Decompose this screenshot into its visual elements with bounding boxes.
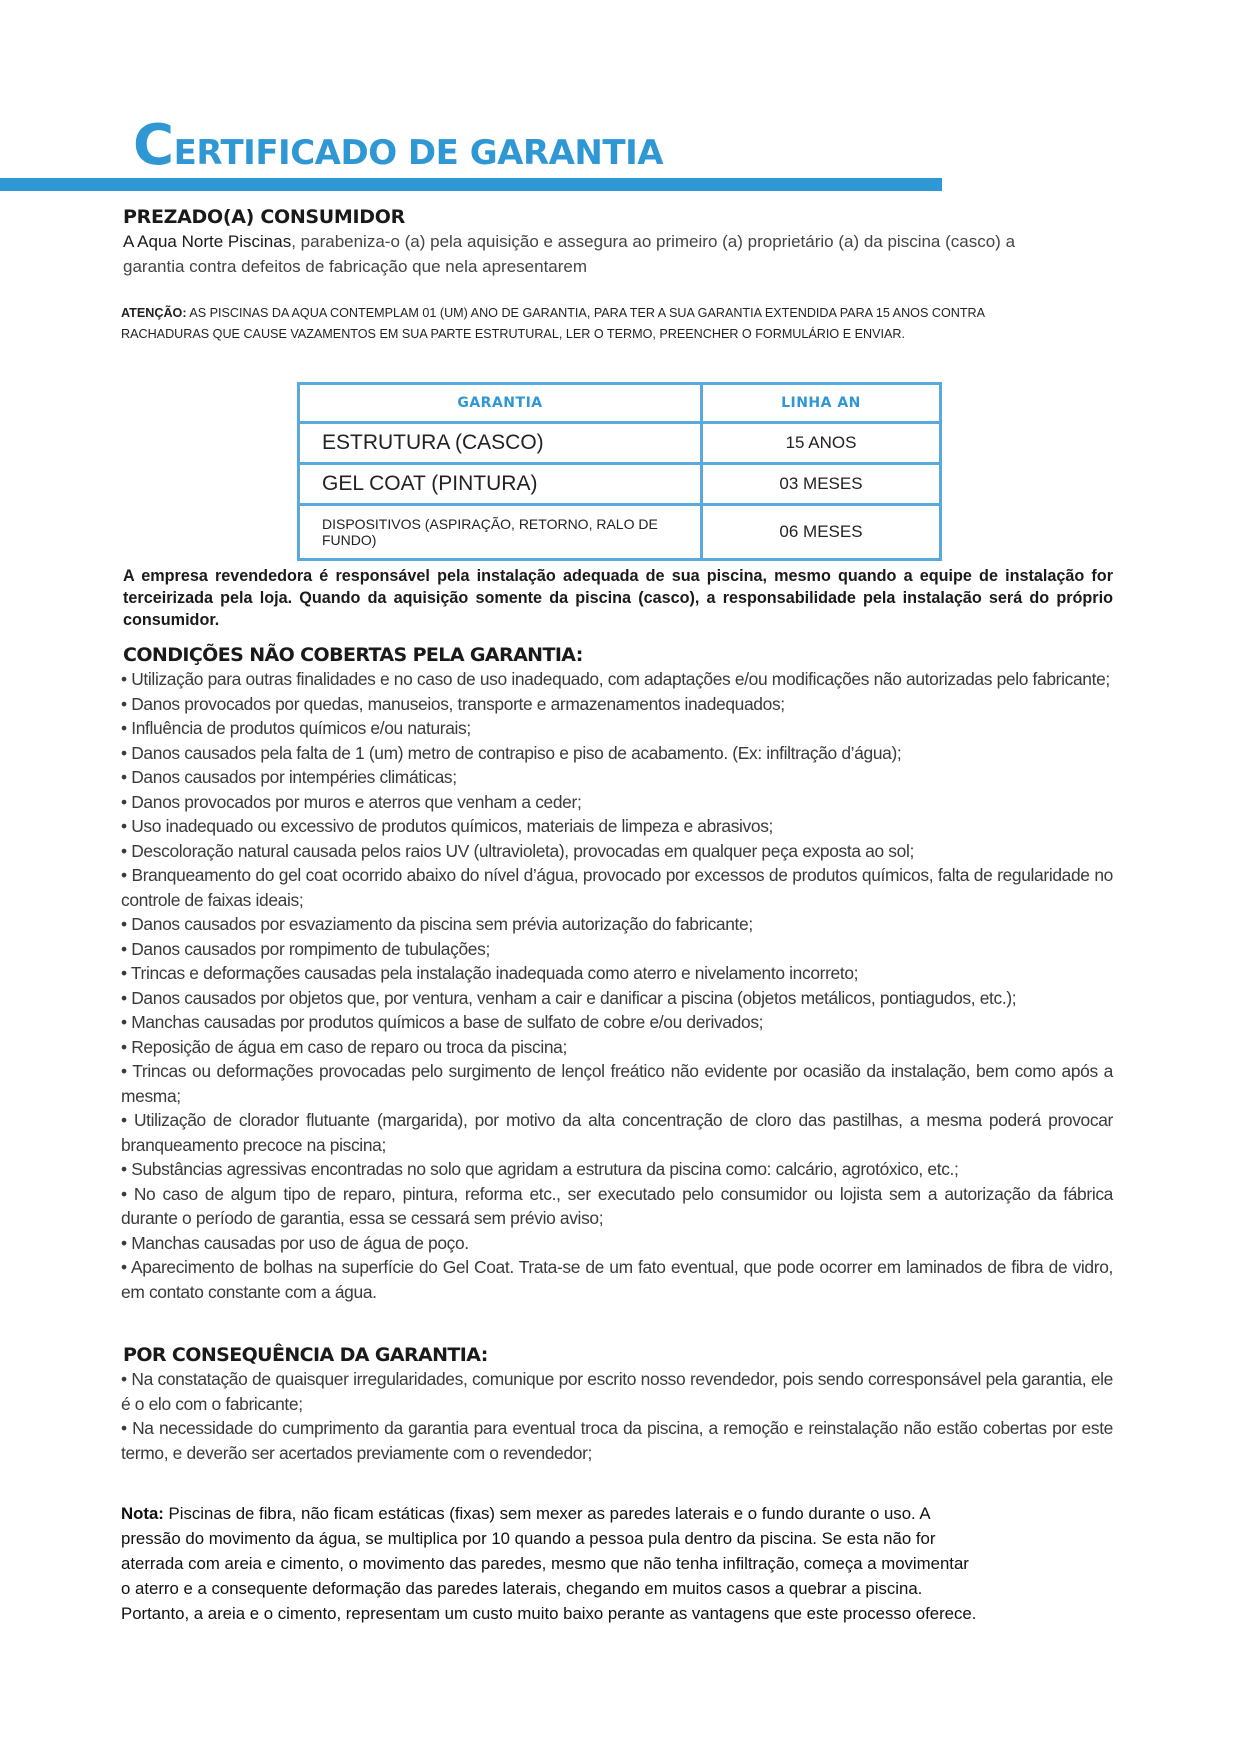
table-header-row xyxy=(299,384,941,423)
note-text: Piscinas de fibra, não ficam estáticas (fixas) sem mexer as paredes laterais e o fundo durante o uso. A pressão do movimento da água, se multiplica por 10 quando a pessoa pula dentro da piscina. Se esta não for aterrada com areia e cimento, o movimento das paredes, mesmo que não tenha infiltração, começa a movimentar o aterro e a consequente deformação das paredes laterais, chegando em muitos casos a quebrar a piscina. Portanto, a areia e o cimento, representam um custo muito baixo perante as vantagens que este processo oferece. xyxy=(121,1504,977,1623)
list-item: • Manchas causadas por uso de água de poço. xyxy=(121,1232,469,1253)
warranty-item: GEL COAT (PINTURA) xyxy=(299,464,702,505)
table-row xyxy=(299,423,941,464)
table-row xyxy=(299,464,941,505)
attention-notice xyxy=(121,303,1041,345)
list-item: • Trincas e deformações causadas pela instalação inadequada como aterro e nivelamento incorreto; xyxy=(121,963,859,983)
list-item: • Danos causados por esvaziamento da piscina sem prévia autorização do fabricante; xyxy=(121,914,753,934)
warranty-item: ESTRUTURA (CASCO) xyxy=(299,423,702,464)
greeting-paragraph xyxy=(123,229,1023,279)
consequence-heading: POR CONSEQUÊNCIA DA GARANTIA: xyxy=(123,1344,488,1366)
list-item: • Aparecimento de bolhas na superfície do Gel Coat. Trata-se de um fato eventual, que pode ocorrer em laminados de fibra de vidro, em contato constante com a água. xyxy=(121,1257,1113,1302)
list-item: • Utilização para outras finalidades e no caso de uso inadequado, com adaptações e/ou modificações não autorizadas pelo fabricante; xyxy=(121,669,1110,689)
list-item: • No caso de algum tipo de reparo, pintura, reforma etc., ser executado pelo consumidor ou lojista sem a autorização da fábrica durante o período de garantia, essa se cessará sem prévio aviso; xyxy=(121,1183,1113,1228)
list-item: • Branqueamento do gel coat ocorrido abaixo do nível d’água, provocado por excessos de produtos químicos, falta de regularidade no controle de faixas ideais; xyxy=(121,865,1113,910)
not-covered-list xyxy=(121,667,1113,1304)
warranty-table xyxy=(297,382,942,561)
not-covered-heading: CONDIÇÕES NÃO COBERTAS PELA GARANTIA: xyxy=(123,644,583,666)
list-item: • Na constatação de quaisquer irregularidades, comunique por escrito nosso revendedor, pois sendo corresponsável pela garantia, ele é o elo com o fabricante; xyxy=(121,1369,1113,1414)
warranty-item: DISPOSITIVOS (ASPIRAÇÃO, RETORNO, RALO DE FUNDO) xyxy=(299,505,702,560)
consequence-list xyxy=(121,1367,1113,1465)
list-item: • Danos provocados por quedas, manuseios, transporte e armazenamentos inadequados; xyxy=(121,693,785,714)
title-underline-bar xyxy=(0,178,942,191)
table-row xyxy=(299,505,941,560)
list-item: • Uso inadequado ou excessivo de produtos químicos, materiais de limpeza e abrasivos; xyxy=(121,816,774,836)
page-title xyxy=(133,113,664,178)
list-item: • Descoloração natural causada pelos raios UV (ultravioleta), provocadas em qualquer peça exposta ao sol; xyxy=(121,840,914,861)
note-paragraph xyxy=(121,1501,981,1626)
list-item: • Danos provocados por muros e aterros que venham a ceder; xyxy=(121,791,582,812)
list-item: • Reposição de água em caso de reparo ou troca da piscina; xyxy=(121,1036,567,1057)
list-item: • Influência de produtos químicos e/ou naturais; xyxy=(121,718,471,738)
greeting-text: , parabeniza-o (a) pela aquisição e assegura ao primeiro (a) proprietário (a) da piscina (casco) a garantia contra defeitos de fabricação que nela apresentarem xyxy=(123,232,1016,276)
company-name: A Aqua Norte Piscinas xyxy=(123,232,292,251)
list-item: • Danos causados por rompimento de tubulações; xyxy=(121,938,490,959)
note-label: Nota: xyxy=(121,1504,164,1523)
attention-text: AS PISCINAS DA AQUA CONTEMPLAM 01 (UM) ANO DE GARANTIA, PARA TER A SUA GARANTIA EXTENDIDA PARA 15 ANOS CONTRA RACHADURAS QUE CAUSE VAZAMENTOS EM SUA PARTE ESTRUTURAL, LER O TERMO, PREENCHER O FORMULÁRIO E ENVIAR. xyxy=(121,305,985,341)
warranty-period: 15 ANOS xyxy=(702,423,941,464)
list-item: • Danos causados por objetos que, por ventura, venham a cair e danificar a piscina (objetos metálicos, pontiagudos, etc.); xyxy=(121,987,1017,1008)
greeting-heading: PREZADO(A) CONSUMIDOR xyxy=(123,206,405,228)
column-header-warranty: GARANTIA xyxy=(299,384,702,423)
list-item: • Danos causados por intempéries climáticas; xyxy=(121,767,457,787)
list-item: • Danos causados pela falta de 1 (um) metro de contrapiso e piso de acabamento. (Ex: infiltração d’água); xyxy=(121,742,902,763)
installer-responsibility-paragraph: A empresa revendedora é responsável pela instalação adequada de sua piscina, mesmo quando a equipe de instalação for terceirizada pela loja. Quando da aquisição somente da piscina (casco), a responsabilidade pela instalação será do próprio consumidor. xyxy=(123,567,1113,629)
warranty-period: 03 MESES xyxy=(702,464,941,505)
greeting-section xyxy=(123,205,1023,279)
warranty-period: 06 MESES xyxy=(702,505,941,560)
title-rest: ERTIFICADO DE GARANTIA xyxy=(173,133,664,173)
title-initial: C xyxy=(133,113,174,178)
list-item: • Na necessidade do cumprimento da garantia para eventual troca da piscina, a remoção e reinstalação não estão cobertas por este termo, e deverão ser acertados previamente com o revendedor; xyxy=(121,1418,1113,1463)
list-item: • Trincas ou deformações provocadas pelo surgimento de lençol freático não evidente por ocasião da instalação, bem como após a mesma; xyxy=(121,1061,1113,1106)
column-header-line: LINHA AN xyxy=(702,384,941,423)
list-item: • Utilização de clorador flutuante (margarida), por motivo da alta concentração de cloro das pastilhas, a mesma poderá provocar branqueamento precoce na piscina; xyxy=(121,1110,1113,1155)
attention-label: ATENÇÃO: xyxy=(121,305,187,320)
list-item: • Substâncias agressivas encontradas no solo que agridam a estrutura da piscina como: calcário, agrotóxico, etc.; xyxy=(121,1159,959,1179)
list-item: • Manchas causadas por produtos químicos a base de sulfato de cobre e/ou derivados; xyxy=(121,1012,764,1032)
